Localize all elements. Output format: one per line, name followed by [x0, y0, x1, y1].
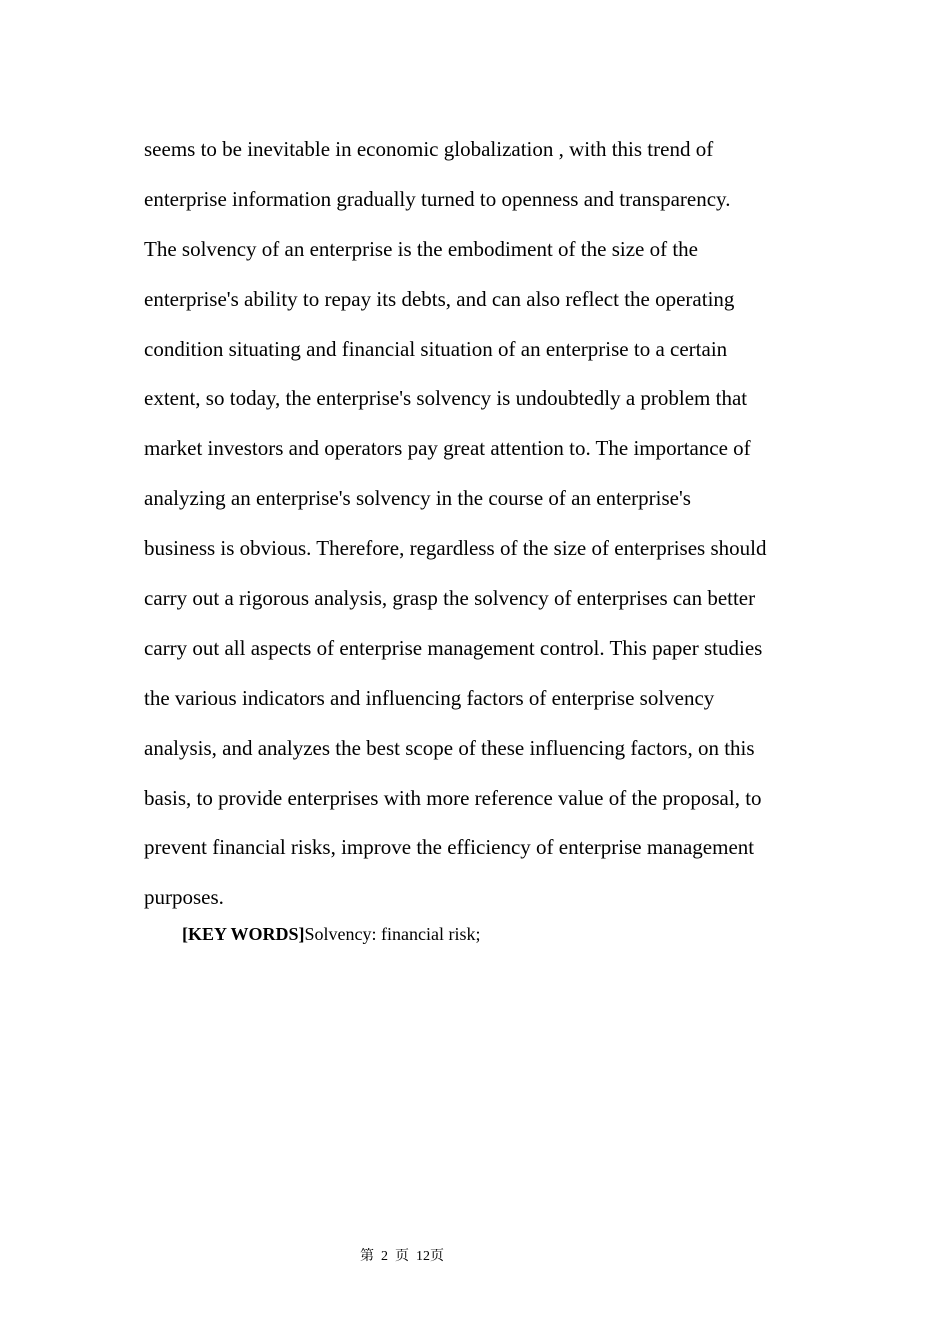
keywords-text: Solvency: financial risk; — [304, 924, 481, 944]
abstract-line: The solvency of an enterprise is the embodiment of the size of the — [144, 236, 698, 261]
abstract-line: enterprise information gradually turned to openness and transparency. — [144, 186, 731, 211]
abstract-line: condition situating and financial situation of an enterprise to a certain — [144, 336, 728, 361]
abstract-body — [144, 125, 824, 923]
abstract-line: market investors and operators pay great attention to. The importance of — [144, 436, 751, 461]
keywords-line — [182, 921, 480, 947]
abstract-line: carry out a rigorous analysis, grasp the solvency of enterprises can better — [144, 586, 756, 611]
keywords-label: [KEY WORDS] — [182, 924, 305, 944]
abstract-line: business is obvious. Therefore, regardless of the size of enterprises should — [144, 536, 767, 561]
abstract-line: basis, to provide enterprises with more reference value of the proposal, to — [144, 785, 762, 810]
abstract-line: prevent financial risks, improve the efficiency of enterprise management — [144, 835, 755, 860]
abstract-line: purposes. — [144, 885, 224, 910]
abstract-line: enterprise's ability to repay its debts, and can also reflect the operating — [144, 286, 735, 311]
abstract-line: extent, so today, the enterprise's solvency is undoubtedly a problem that — [144, 386, 748, 411]
page-number-footer: 第 2 页 12页 — [360, 1249, 444, 1264]
abstract-line: carry out all aspects of enterprise management control. This paper studies — [144, 635, 763, 660]
abstract-line: analyzing an enterprise's solvency in the course of an enterprise's — [144, 486, 691, 511]
abstract-line: analysis, and analyzes the best scope of these influencing factors, on this — [144, 735, 755, 760]
abstract-line: the various indicators and influencing factors of enterprise solvency — [144, 685, 715, 710]
abstract-line: seems to be inevitable in economic globalization , with this trend of — [144, 137, 714, 161]
